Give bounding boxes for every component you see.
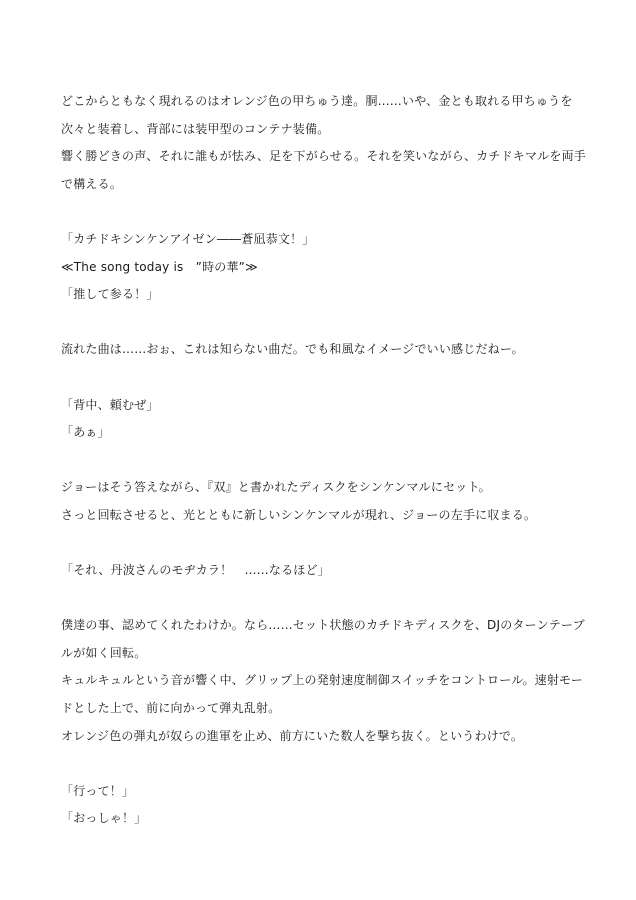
text-line: さっと回転させると、光とともに新しいシンケンマルが現れ、ジョーの左手に収まる。 [61,507,537,522]
blank-line [61,750,581,778]
body-text [61,88,586,833]
text-line: 僕達の事、認めてくれたわけか。なら……セット状態のカチドキディスクを、DJのターンテーブ [61,618,585,633]
song-announcement: ≪The song today is ”時の華”≫ [61,259,258,274]
text-line: 流れた曲は……おぉ、これは知らない曲だ。でも和風なイメージでいい感じだねー。 [61,342,524,357]
dialogue-line: 「行って！」 [61,783,135,798]
text-line: キュルキュルという音が響く中、グリップ上の発射速度制御スイッチをコントロール。速射モー [61,673,583,688]
dialogue-line: 「推して参る！」 [61,287,159,302]
text-line: 響く勝どきの声、それに誰もが怯み、足を下がらせる。それを笑いながら、カチドキマルを両手 [61,149,586,164]
dialogue-line: 「あぁ」 [61,425,110,440]
blank-line [61,447,581,475]
text-line: オレンジ色の弾丸が奴らの進軍を止め、前方にいた数人を撃ち抜く。というわけで。 [61,728,524,743]
dialogue-line: 「それ、丹波さんのモヂカラ！ ……なるほど」 [61,563,330,578]
blank-line [61,530,581,558]
text-line: で構える。 [61,176,123,191]
text-line: ジョーはそう答えながら、『双』と書かれたディスクをシンケンマルにセット。 [61,480,491,495]
text-line: どこからともなく現れるのはオレンジ色の甲ちゅう達。胴……いや、金とも取れる甲ちゅうを [61,94,573,108]
blank-line [61,309,581,337]
dialogue-line: 「カチドキシンケンアイゼン――蒼凪恭文！」 [61,231,315,246]
blank-line [61,585,581,613]
dialogue-line: 「おっしゃ！」 [61,811,147,826]
blank-line [61,364,581,392]
text-line: ルが如く回転。 [61,645,147,660]
blank-line [61,198,581,226]
text-line: 次々と装着し、背部には装甲型のコンテナ装備。 [61,121,330,136]
text-line: ドとした上で、前に向かって弾丸乱射。 [61,701,281,716]
dialogue-line: 「背中、頼むぜ」 [61,397,159,412]
